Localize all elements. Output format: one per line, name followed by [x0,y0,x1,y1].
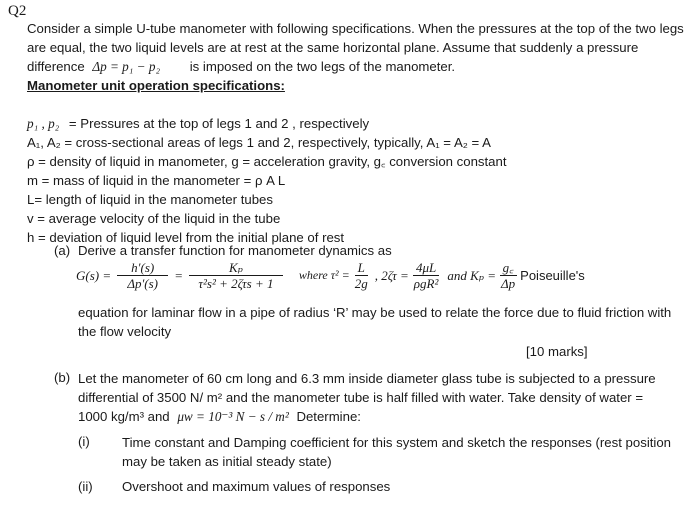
eq-f4-num: 4μL [413,260,439,276]
sub-item-i-label: (i) [78,434,90,449]
eq-fraction-friction [411,260,442,291]
definition-mass: m = mass of liquid in the manometer = ρ A L [27,173,286,188]
eq-f4-den: ρgR² [413,276,439,291]
eq-poiseuille: Poiseuille's [520,267,585,283]
definition-length: L= length of liquid in the manometer tubes [27,192,273,207]
part-a-continuation: equation for laminar flow in a pipe of radius ‘R’ may be used to relate the force due to fluid friction with the flow velocity [78,305,672,339]
definition-areas: A₁, A₂ = cross-sectional areas of legs 1 and 2, respectively, typically, A₁ = A₂ = A [27,135,491,150]
p-symbols: p₁ , p₂ [27,116,60,131]
mu-expression: μw = 10⁻³ N − s / m² [177,409,289,424]
eq-f3-den: 2g [354,276,368,291]
definition-deviation: h = deviation of liquid level from the initial plane of rest [27,230,345,245]
eq-and-kp: and Kₚ = [447,267,497,283]
definition-text: = Pressures at the top of legs 1 and 2 , respectively [68,116,370,131]
eq-f3-num: L [355,260,368,276]
part-a-label: (a) [54,243,71,258]
eq-where-tau: where τ² = [298,268,350,283]
eq-fraction-h-over-dp [117,260,168,291]
part-b-label: (b) [54,370,71,385]
part-b-text-3: Determine: [296,409,361,424]
sub-item-ii-label: (ii) [78,479,93,494]
specifications-heading: Manometer unit operation specifications: [27,78,285,93]
transfer-function-equation [76,260,585,291]
eq-two-zeta-tau: , 2ζτ = [374,267,409,283]
eq-lhs: G(s) = [76,267,112,283]
eq-f5-den: Δp [501,276,516,291]
eq-f1-num: h′(s) [117,260,168,276]
sub-item-i-text: Time constant and Damping coefficient for this system and sketch the responses (rest position may be taken as initial steady state) [122,435,672,469]
definition-velocity: v = average velocity of the liquid in the tube [27,211,281,226]
part-a-text: Derive a transfer function for manometer dynamics as [78,243,392,258]
part-b-text-2: 1000 kg/m³ and [78,409,170,424]
eq-f1-den: Δp′(s) [127,276,159,291]
part-b-text-1: Let the manometer of 60 cm long and 6.3 mm inside diameter glass tube is subjected to a pressure differential of 3500 N/ m² and the manometer tube is half filled with water. Take density of water = [78,371,656,405]
eq-f2-den: τ²s² + 2ζτs + 1 [198,276,274,291]
eq-fraction-l-over-2g [352,260,371,291]
intro-text: Consider a simple U-tube manometer with following specifications. When the pressures at the top of the two legs are equal, the two liquid levels are at rest at the same horizontal plane. Assume that suddenly a pressure difference [27,21,684,74]
definition-density: ρ = density of liquid in manometer, g = acceleration gravity, g꜀ conversion constant [27,154,507,169]
intro-paragraph [27,19,692,76]
eq-f2-num: Kₚ [189,260,283,276]
question-label: Q2 [8,3,27,19]
eq-equals: = [174,267,183,283]
eq-f5-num: g꜀ [500,260,517,276]
eq-fraction-gain [498,260,518,291]
definition-pressures [27,114,369,133]
sub-item-ii-text: Overshoot and maximum values of responses [122,479,391,494]
eq-fraction-kp [189,260,283,291]
intro-tail: is imposed on the two legs of the manometer. [189,59,456,74]
delta-p-expression: Δp = p₁ − p₂ [92,59,161,74]
part-b-text [78,369,690,426]
marks-label: [10 marks] [526,344,588,359]
